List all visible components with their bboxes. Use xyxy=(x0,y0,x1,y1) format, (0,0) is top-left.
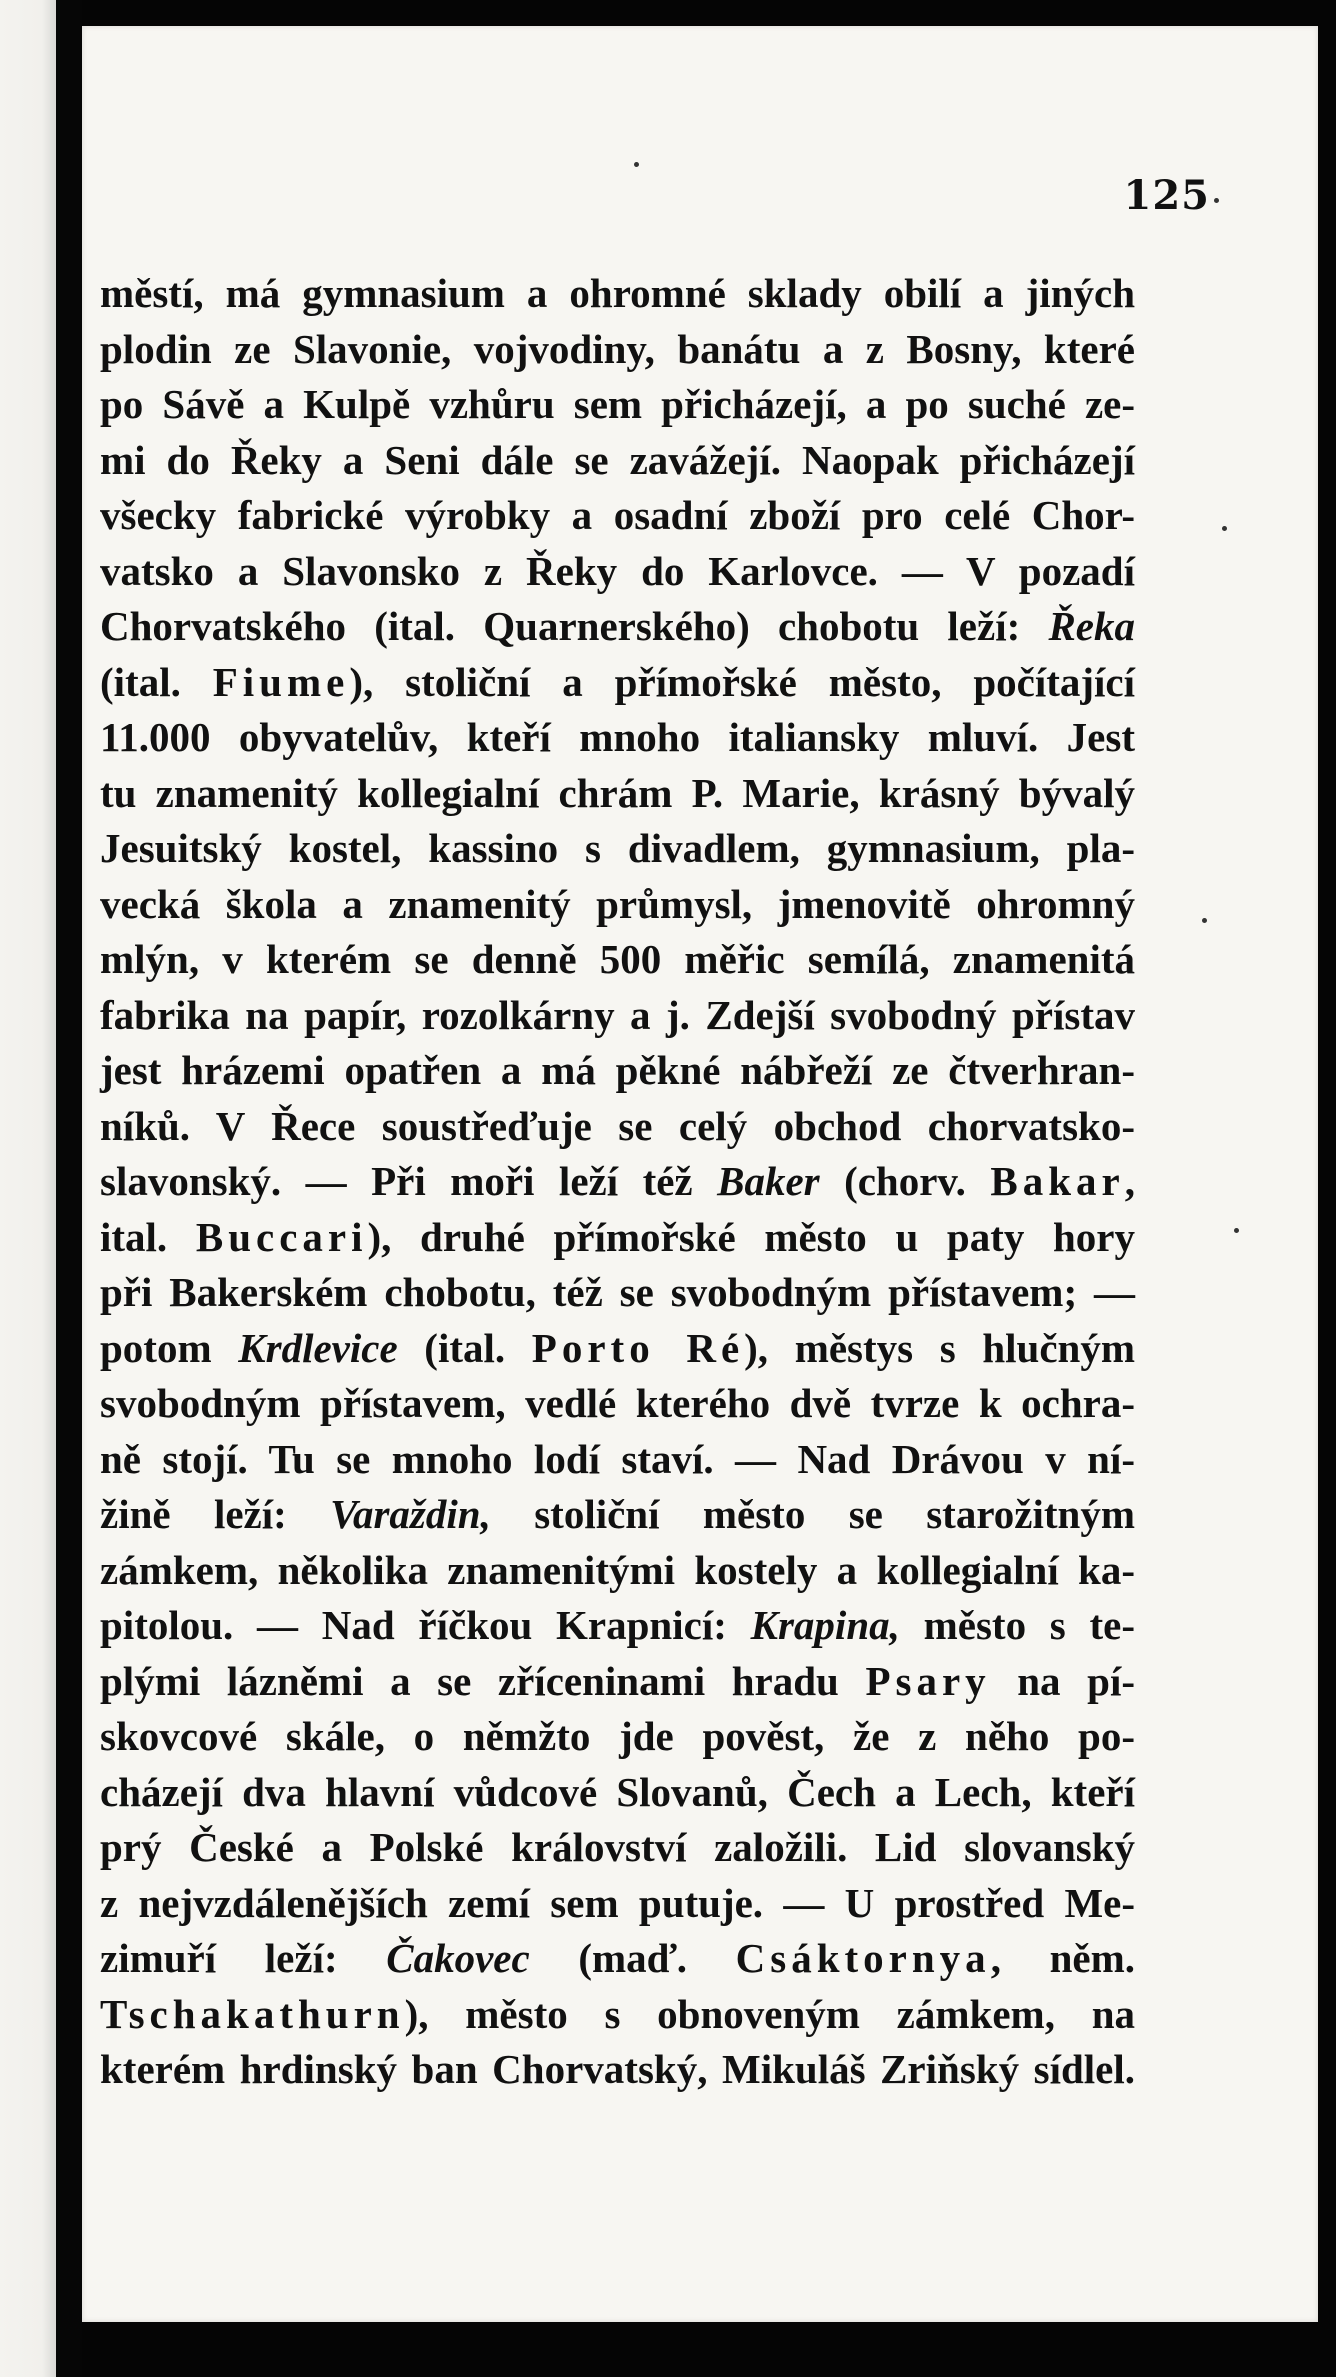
paper-speck xyxy=(1214,198,1219,203)
text-line xyxy=(100,1598,1135,1654)
text-line xyxy=(100,322,1135,378)
text-segment: žině leží: xyxy=(100,1491,331,1537)
text-segment: 11.000 obyvatelův, kteří mnoho italiansky mluví. Jest xyxy=(100,714,1135,760)
text-segment: všecky fabrické výrobky a osadní zboží pro celé Chor- xyxy=(100,492,1135,538)
page-number: 125 xyxy=(1123,172,1210,219)
text-segment: zimuří leží: xyxy=(100,1935,387,1981)
text-line xyxy=(100,1709,1135,1765)
emphasized-place-name: Čakovec xyxy=(386,1935,530,1981)
text-segment: prý České a Polské království založili. Lid slovanský xyxy=(100,1824,1135,1870)
text-line xyxy=(100,433,1135,489)
paper-speck xyxy=(1222,526,1227,531)
text-line xyxy=(100,932,1135,988)
text-line xyxy=(100,1321,1135,1377)
text-segment: níků. V Řece soustřeďuje se celý obchod chorvatsko- xyxy=(100,1102,1135,1149)
emphasized-place-name: Varaždin, xyxy=(330,1491,491,1537)
text-segment: Jesuitský kostel, kassino s divadlem, gymnasium, pla- xyxy=(100,825,1135,871)
spaced-foreign-name: Psary xyxy=(865,1657,991,1704)
text-line xyxy=(100,877,1135,933)
text-line xyxy=(100,1376,1135,1432)
page-sheet xyxy=(82,26,1318,2322)
text-segment: fabrika na papír, rozolkárny a j. Zdejší svobodný přístav xyxy=(100,991,1135,1038)
text-line xyxy=(100,377,1135,433)
emphasized-place-name: Krdlevice xyxy=(238,1324,398,1371)
text-line xyxy=(100,1654,1135,1710)
text-segment: tu znamenitý kollegialní chrám P. Marie, krásný bývalý xyxy=(100,769,1135,816)
text-segment: ), stoliční a přímořské město, počítající xyxy=(349,658,1136,705)
text-segment: ), městys s hlučným xyxy=(744,1324,1136,1371)
spaced-foreign-name: Fiume xyxy=(212,658,350,705)
text-segment: mi do Řeky a Seni dále se zavážejí. Naopak přicházejí xyxy=(100,436,1135,483)
text-line xyxy=(100,710,1135,766)
text-segment: vecká škola a znamenitý průmysl, jmenovitě ohromný xyxy=(100,880,1135,927)
text-segment: stoliční město se starožitným xyxy=(490,1491,1135,1537)
text-line xyxy=(100,488,1135,544)
text-line xyxy=(100,1765,1135,1821)
text-line xyxy=(100,1487,1135,1543)
text-segment: mlýn, v kterém se denně 500 měřic semílá, znamenitá xyxy=(100,936,1135,982)
text-line xyxy=(100,766,1135,822)
text-segment: po Sávě a Kulpě vzhůru sem přicházejí, a po suché ze- xyxy=(100,381,1135,427)
spaced-foreign-name: Buccari xyxy=(195,1213,368,1260)
paper-speck xyxy=(1202,918,1207,923)
text-segment: skovcové skále, o němžto jde pověst, že z něho po- xyxy=(100,1713,1135,1759)
text-segment: (ital. xyxy=(397,1324,532,1371)
text-segment: ), druhé přímořské město u paty hory xyxy=(367,1213,1136,1260)
text-segment: potom xyxy=(100,1324,239,1371)
text-segment: svobodným přístavem, vedlé kterého dvě tvrze k ochra- xyxy=(100,1380,1135,1426)
emphasized-place-name: Krapina, xyxy=(750,1602,900,1648)
text-segment: při Bakerském chobotu, též se svobodným přístavem; — xyxy=(100,1269,1135,1315)
text-segment: pitolou. — Nad říčkou Krapnicí: xyxy=(100,1602,751,1648)
text-line xyxy=(100,1820,1135,1876)
text-line xyxy=(100,2042,1135,2098)
text-line xyxy=(100,1265,1135,1321)
text-segment: , něm. xyxy=(990,1935,1135,1981)
text-segment: Chorvatského (ital. Quarnerského) chobotu leží: xyxy=(100,603,1049,649)
text-line xyxy=(100,1931,1135,1987)
spaced-foreign-name: Tschakathurn xyxy=(100,1990,405,2037)
text-line xyxy=(100,1043,1135,1099)
text-segment: (ital. xyxy=(100,658,213,705)
text-segment: jest hrázemi opatřen a má pěkné nábřeží ze čtverhran- xyxy=(100,1047,1135,1093)
text-segment: z nejvzdálenějších zemí sem putuje. — U prostřed Me- xyxy=(100,1879,1135,1926)
text-line xyxy=(100,1099,1135,1155)
text-segment: plodin ze Slavonie, vojvodiny, banátu a z Bosny, které xyxy=(100,325,1135,372)
text-line xyxy=(100,655,1135,711)
text-line xyxy=(100,266,1135,322)
text-line xyxy=(100,1876,1135,1932)
text-segment: plými lázněmi a se zříceninami hradu xyxy=(100,1657,866,1704)
text-segment: na pí- xyxy=(990,1657,1135,1704)
text-line xyxy=(100,1543,1135,1599)
emphasized-place-name: Baker xyxy=(717,1158,820,1204)
text-line xyxy=(100,1210,1135,1266)
spaced-foreign-name: Csáktornya xyxy=(735,1935,991,1981)
text-line xyxy=(100,821,1135,877)
previous-page-edge xyxy=(0,0,56,2377)
emphasized-place-name: Řeka xyxy=(1048,603,1135,649)
text-segment: ně stojí. Tu se mnoho lodí staví. — Nad Drávou v ní- xyxy=(100,1435,1135,1482)
spaced-foreign-name: Bakar xyxy=(990,1158,1125,1204)
text-segment: město s te- xyxy=(899,1602,1136,1648)
text-segment: , xyxy=(1124,1158,1136,1204)
paper-speck xyxy=(1234,1228,1239,1233)
text-segment: (maď. xyxy=(529,1935,736,1981)
book-gutter xyxy=(56,0,82,2377)
text-segment: kterém hrdinský ban Chorvatský, Mikuláš Zriňský sídlel. xyxy=(100,2046,1135,2092)
text-segment: cházejí dva hlavní vůdcové Slovanů, Čech a Lech, kteří xyxy=(100,1768,1135,1815)
text-segment: slavonský. — Při moři leží též xyxy=(100,1158,718,1204)
text-line xyxy=(100,1987,1135,2043)
paper-speck xyxy=(634,162,639,167)
text-segment: ), město s obnoveným zámkem, na xyxy=(404,1990,1135,2037)
text-segment: vatsko a Slavonsko z Řeky do Karlovce. — V pozadí xyxy=(100,547,1135,594)
text-line xyxy=(100,1432,1135,1488)
spaced-foreign-name: Porto Ré xyxy=(531,1324,745,1371)
body-text xyxy=(100,266,1135,2098)
text-segment: (chorv. xyxy=(819,1158,991,1204)
text-segment: ital. xyxy=(100,1213,196,1260)
text-line xyxy=(100,599,1135,655)
text-line xyxy=(100,1154,1135,1210)
text-line xyxy=(100,988,1135,1044)
text-line xyxy=(100,544,1135,600)
text-segment: zámkem, několika znamenitými kostely a kollegialní ka- xyxy=(100,1546,1135,1593)
text-segment: městí, má gymnasium a ohromné sklady obilí a jiných xyxy=(100,270,1135,316)
